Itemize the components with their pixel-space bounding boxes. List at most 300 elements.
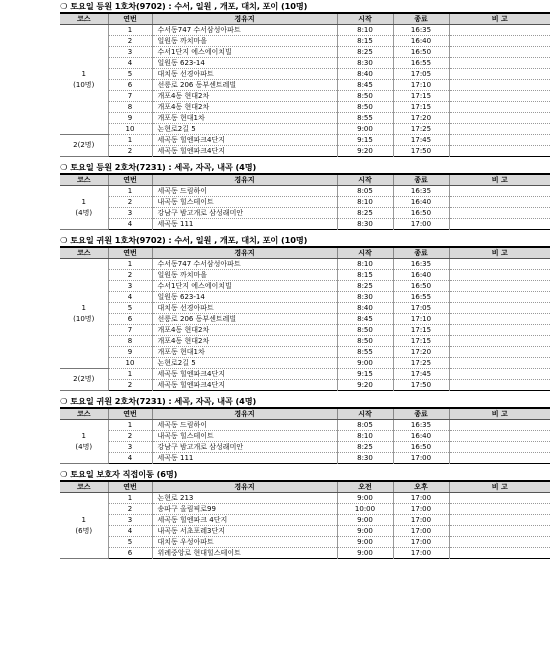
table-row bbox=[60, 431, 550, 442]
row-number: 4 bbox=[108, 292, 152, 303]
header-row bbox=[60, 408, 550, 420]
section-title bbox=[60, 1, 550, 12]
end-time: 16:40 bbox=[393, 270, 449, 281]
end-time: 16:50 bbox=[393, 442, 449, 453]
note-cell bbox=[449, 325, 550, 336]
stop-name: 개포4동 현대2차 bbox=[152, 102, 337, 113]
table-row bbox=[60, 135, 550, 146]
start-time: 8:10 bbox=[337, 431, 393, 442]
row-number: 2 bbox=[108, 270, 152, 281]
table-row bbox=[60, 325, 550, 336]
end-time: 16:40 bbox=[393, 431, 449, 442]
row-number: 6 bbox=[108, 548, 152, 559]
stop-header: 경유지 bbox=[152, 408, 337, 420]
course-label: 1 bbox=[81, 431, 86, 440]
start-time: 8:25 bbox=[337, 47, 393, 58]
course-label: 2(2명) bbox=[73, 375, 95, 383]
table-row bbox=[60, 380, 550, 391]
note-cell bbox=[449, 358, 550, 369]
table-row bbox=[60, 208, 550, 219]
bullet-circle-icon: ❍ bbox=[60, 469, 68, 479]
start-time: 8:40 bbox=[337, 69, 393, 80]
row-number: 5 bbox=[108, 303, 152, 314]
end-header: 종료 bbox=[393, 13, 449, 25]
stop-name: 강남구 밤고개로 삼성래미안 bbox=[152, 208, 337, 219]
table-row bbox=[60, 537, 550, 548]
row-number: 2 bbox=[108, 36, 152, 47]
stop-name: 내곡동 힐스테이트 bbox=[152, 197, 337, 208]
course-count: (10명) bbox=[73, 314, 95, 323]
course-cell bbox=[60, 259, 108, 369]
table-row bbox=[60, 219, 550, 230]
start-time: 8:25 bbox=[337, 208, 393, 219]
note-cell bbox=[449, 80, 550, 91]
start-time: 8:10 bbox=[337, 197, 393, 208]
stop-name: 선릉로 206 동부센트레빌 bbox=[152, 80, 337, 91]
row-number: 4 bbox=[108, 219, 152, 230]
stop-name: 논현로 213 bbox=[152, 493, 337, 504]
end-time: 17:25 bbox=[393, 358, 449, 369]
start-time: 8:30 bbox=[337, 292, 393, 303]
section-title bbox=[60, 396, 550, 407]
stop-name: 일원동 까치마을 bbox=[152, 270, 337, 281]
start-header: 시작 bbox=[337, 247, 393, 259]
stop-name: 수서동747 수서삼성아파트 bbox=[152, 259, 337, 270]
end-time: 17:10 bbox=[393, 80, 449, 91]
stop-header: 경유지 bbox=[152, 174, 337, 186]
row-number: 1 bbox=[108, 186, 152, 197]
start-time: 9:00 bbox=[337, 493, 393, 504]
row-number: 3 bbox=[108, 442, 152, 453]
start-time: 8:25 bbox=[337, 442, 393, 453]
start-time: 8:50 bbox=[337, 325, 393, 336]
course-header: 코스 bbox=[60, 13, 108, 25]
course-label: 1 bbox=[81, 515, 86, 524]
end-time: 17:15 bbox=[393, 91, 449, 102]
schedule-section bbox=[60, 469, 550, 559]
note-cell bbox=[449, 25, 550, 36]
stop-name: 일원동 623-14 bbox=[152, 292, 337, 303]
stop-name: 세곡동 111 bbox=[152, 453, 337, 464]
course-cell bbox=[60, 135, 108, 157]
schedule-section bbox=[60, 235, 550, 391]
table-row bbox=[60, 281, 550, 292]
row-number: 1 bbox=[108, 420, 152, 431]
row-number: 2 bbox=[108, 146, 152, 157]
stop-name: 강남구 밤고개로 삼성래미안 bbox=[152, 442, 337, 453]
table-row bbox=[60, 504, 550, 515]
note-cell bbox=[449, 347, 550, 358]
note-cell bbox=[449, 186, 550, 197]
end-time: 17:00 bbox=[393, 493, 449, 504]
end-time: 16:35 bbox=[393, 420, 449, 431]
table-row bbox=[60, 36, 550, 47]
bullet-circle-icon: ❍ bbox=[60, 235, 68, 245]
end-time: 16:40 bbox=[393, 197, 449, 208]
end-time: 17:15 bbox=[393, 336, 449, 347]
end-header: 종료 bbox=[393, 408, 449, 420]
section-title-text: 토요일 귀원 2호차(7231) : 세곡, 자곡, 내곡 (4명) bbox=[70, 396, 257, 406]
end-time: 17:25 bbox=[393, 124, 449, 135]
end-time: 17:00 bbox=[393, 526, 449, 537]
note-cell bbox=[449, 281, 550, 292]
row-number: 6 bbox=[108, 80, 152, 91]
header-row bbox=[60, 247, 550, 259]
start-time: 8:05 bbox=[337, 186, 393, 197]
stop-name: 선릉로 206 동부센트레빌 bbox=[152, 314, 337, 325]
note-cell bbox=[449, 270, 550, 281]
schedule-section bbox=[60, 1, 550, 157]
note-header: 비 고 bbox=[449, 13, 550, 25]
end-time: 17:00 bbox=[393, 453, 449, 464]
table-row bbox=[60, 146, 550, 157]
note-cell bbox=[449, 208, 550, 219]
course-cell bbox=[60, 493, 108, 559]
row-number: 2 bbox=[108, 504, 152, 515]
row-number: 5 bbox=[108, 69, 152, 80]
stop-name: 송파구 올림픽로99 bbox=[152, 504, 337, 515]
start-time: 8:45 bbox=[337, 80, 393, 91]
end-time: 17:50 bbox=[393, 146, 449, 157]
row-number: 8 bbox=[108, 102, 152, 113]
table-row bbox=[60, 80, 550, 91]
row-number: 1 bbox=[108, 259, 152, 270]
note-cell bbox=[449, 102, 550, 113]
bullet-circle-icon: ❍ bbox=[60, 1, 68, 11]
start-time: 9:00 bbox=[337, 124, 393, 135]
stop-name: 세곡동 드림하이 bbox=[152, 420, 337, 431]
note-header: 비 고 bbox=[449, 408, 550, 420]
start-time: 9:20 bbox=[337, 380, 393, 391]
note-cell bbox=[449, 135, 550, 146]
end-header: 오후 bbox=[393, 481, 449, 493]
note-cell bbox=[449, 58, 550, 69]
table-row bbox=[60, 113, 550, 124]
stop-name: 세곡동 힐엔파크4단지 bbox=[152, 380, 337, 391]
stop-name: 세곡동 드림하이 bbox=[152, 186, 337, 197]
number-header: 연번 bbox=[108, 247, 152, 259]
course-count: (4명) bbox=[75, 442, 93, 451]
stop-name: 세곡동 힐엔파크4단지 bbox=[152, 135, 337, 146]
note-cell bbox=[449, 91, 550, 102]
course-count: (4명) bbox=[75, 208, 93, 217]
stop-name: 일원동 까치마을 bbox=[152, 36, 337, 47]
note-header: 비 고 bbox=[449, 481, 550, 493]
end-time: 17:00 bbox=[393, 548, 449, 559]
course-header: 코스 bbox=[60, 408, 108, 420]
row-number: 1 bbox=[108, 369, 152, 380]
stop-name: 세곡동 힐엔파크4단지 bbox=[152, 369, 337, 380]
start-header: 시작 bbox=[337, 174, 393, 186]
row-number: 2 bbox=[108, 197, 152, 208]
table-row bbox=[60, 303, 550, 314]
start-time: 8:30 bbox=[337, 58, 393, 69]
note-cell bbox=[449, 259, 550, 270]
end-header: 종료 bbox=[393, 247, 449, 259]
stop-name: 수서동747 수서삼성아파트 bbox=[152, 25, 337, 36]
note-cell bbox=[449, 219, 550, 230]
row-number: 3 bbox=[108, 515, 152, 526]
row-number: 3 bbox=[108, 208, 152, 219]
stop-name: 대치동 우성아파트 bbox=[152, 537, 337, 548]
course-header: 코스 bbox=[60, 174, 108, 186]
note-cell bbox=[449, 493, 550, 504]
row-number: 1 bbox=[108, 493, 152, 504]
note-cell bbox=[449, 442, 550, 453]
schedule-table bbox=[60, 407, 550, 464]
start-time: 10:00 bbox=[337, 504, 393, 515]
table-row bbox=[60, 336, 550, 347]
course-label: 1 bbox=[81, 69, 86, 78]
start-header: 오전 bbox=[337, 481, 393, 493]
note-cell bbox=[449, 380, 550, 391]
stop-header: 경유지 bbox=[152, 13, 337, 25]
schedule-table bbox=[60, 12, 550, 157]
row-number: 1 bbox=[108, 135, 152, 146]
note-cell bbox=[449, 336, 550, 347]
stop-name: 세곡동 힐엔파크 4단지 bbox=[152, 515, 337, 526]
end-time: 16:50 bbox=[393, 47, 449, 58]
table-row bbox=[60, 91, 550, 102]
section-title-text: 토요일 귀원 1호차(9702) : 수서, 일원 , 개포, 대치, 포이 (10명) bbox=[70, 235, 308, 245]
row-number: 6 bbox=[108, 314, 152, 325]
row-number: 5 bbox=[108, 537, 152, 548]
start-time: 8:50 bbox=[337, 336, 393, 347]
table-row bbox=[60, 453, 550, 464]
start-time: 9:20 bbox=[337, 146, 393, 157]
note-cell bbox=[449, 113, 550, 124]
start-time: 8:25 bbox=[337, 281, 393, 292]
section-title bbox=[60, 469, 550, 480]
start-time: 8:50 bbox=[337, 102, 393, 113]
row-number: 2 bbox=[108, 380, 152, 391]
stop-name: 개포동 현대1차 bbox=[152, 347, 337, 358]
note-header: 비 고 bbox=[449, 247, 550, 259]
table-row bbox=[60, 197, 550, 208]
schedule-section bbox=[60, 396, 550, 464]
end-time: 16:35 bbox=[393, 25, 449, 36]
course-count: (6명) bbox=[75, 526, 93, 535]
table-row bbox=[60, 420, 550, 431]
end-time: 17:00 bbox=[393, 537, 449, 548]
table-row bbox=[60, 347, 550, 358]
note-cell bbox=[449, 515, 550, 526]
start-time: 8:45 bbox=[337, 314, 393, 325]
section-title-text: 토요일 등원 1호차(9702) : 수서, 일원 , 개포, 대치, 포이 (10명) bbox=[70, 1, 308, 11]
table-row bbox=[60, 186, 550, 197]
start-time: 8:40 bbox=[337, 303, 393, 314]
table-row bbox=[60, 259, 550, 270]
table-row bbox=[60, 358, 550, 369]
note-header: 비 고 bbox=[449, 174, 550, 186]
end-time: 16:35 bbox=[393, 186, 449, 197]
note-cell bbox=[449, 69, 550, 80]
table-row bbox=[60, 102, 550, 113]
schedule-section bbox=[60, 162, 550, 230]
row-number: 3 bbox=[108, 281, 152, 292]
row-number: 10 bbox=[108, 358, 152, 369]
start-time: 8:15 bbox=[337, 270, 393, 281]
row-number: 2 bbox=[108, 431, 152, 442]
table-row bbox=[60, 69, 550, 80]
start-time: 9:15 bbox=[337, 135, 393, 146]
stop-header: 경유지 bbox=[152, 247, 337, 259]
table-row bbox=[60, 270, 550, 281]
stop-name: 개포4동 현대2차 bbox=[152, 336, 337, 347]
note-cell bbox=[449, 197, 550, 208]
schedule-table bbox=[60, 246, 550, 391]
end-time: 17:15 bbox=[393, 102, 449, 113]
course-header: 코스 bbox=[60, 247, 108, 259]
table-row bbox=[60, 548, 550, 559]
row-number: 7 bbox=[108, 325, 152, 336]
stop-name: 개포4동 현대2차 bbox=[152, 91, 337, 102]
note-cell bbox=[449, 146, 550, 157]
start-time: 8:15 bbox=[337, 36, 393, 47]
course-header: 코스 bbox=[60, 481, 108, 493]
end-time: 17:20 bbox=[393, 113, 449, 124]
start-time: 8:55 bbox=[337, 113, 393, 124]
end-time: 17:50 bbox=[393, 380, 449, 391]
header-row bbox=[60, 481, 550, 493]
stop-name: 개포동 현대1차 bbox=[152, 113, 337, 124]
end-time: 17:05 bbox=[393, 303, 449, 314]
stop-name: 대치동 선경아파트 bbox=[152, 303, 337, 314]
start-time: 8:30 bbox=[337, 219, 393, 230]
end-time: 16:35 bbox=[393, 259, 449, 270]
start-header: 시작 bbox=[337, 408, 393, 420]
stop-name: 수서1단지 에스에이치빌 bbox=[152, 281, 337, 292]
table-row bbox=[60, 58, 550, 69]
start-time: 8:05 bbox=[337, 420, 393, 431]
stop-name: 수서1단지 에스에이치빌 bbox=[152, 47, 337, 58]
table-row bbox=[60, 47, 550, 58]
start-time: 8:10 bbox=[337, 259, 393, 270]
section-title-text: 토요일 등원 2호차(7231) : 세곡, 자곡, 내곡 (4명) bbox=[70, 162, 257, 172]
row-number: 3 bbox=[108, 47, 152, 58]
end-time: 17:45 bbox=[393, 135, 449, 146]
start-time: 9:15 bbox=[337, 369, 393, 380]
stop-name: 대치동 선경아파트 bbox=[152, 69, 337, 80]
note-cell bbox=[449, 47, 550, 58]
stop-name: 개포4동 현대2차 bbox=[152, 325, 337, 336]
row-number: 8 bbox=[108, 336, 152, 347]
course-label: 1 bbox=[81, 303, 86, 312]
row-number: 4 bbox=[108, 453, 152, 464]
start-time: 9:00 bbox=[337, 526, 393, 537]
number-header: 연번 bbox=[108, 174, 152, 186]
end-time: 16:50 bbox=[393, 281, 449, 292]
section-title-text: 토요일 보호자 직접이동 (6명) bbox=[70, 469, 178, 479]
table-row bbox=[60, 292, 550, 303]
row-number: 10 bbox=[108, 124, 152, 135]
schedule-table bbox=[60, 480, 550, 559]
end-time: 16:40 bbox=[393, 36, 449, 47]
note-cell bbox=[449, 303, 550, 314]
stop-name: 내곡동 힐스테이트 bbox=[152, 431, 337, 442]
end-time: 17:20 bbox=[393, 347, 449, 358]
table-row bbox=[60, 124, 550, 135]
note-cell bbox=[449, 369, 550, 380]
number-header: 연번 bbox=[108, 13, 152, 25]
table-row bbox=[60, 25, 550, 36]
stop-header: 경유지 bbox=[152, 481, 337, 493]
end-time: 17:05 bbox=[393, 69, 449, 80]
stop-name: 내곡동 서초포레3단지 bbox=[152, 526, 337, 537]
stop-name: 논현로2길 5 bbox=[152, 358, 337, 369]
start-time: 8:10 bbox=[337, 25, 393, 36]
start-header: 시작 bbox=[337, 13, 393, 25]
end-time: 16:55 bbox=[393, 58, 449, 69]
start-time: 8:55 bbox=[337, 347, 393, 358]
note-cell bbox=[449, 420, 550, 431]
end-time: 16:50 bbox=[393, 208, 449, 219]
start-time: 9:00 bbox=[337, 358, 393, 369]
stop-name: 위례중앙로 현대힐스테이트 bbox=[152, 548, 337, 559]
start-time: 9:00 bbox=[337, 515, 393, 526]
note-cell bbox=[449, 36, 550, 47]
bullet-circle-icon: ❍ bbox=[60, 396, 68, 406]
end-time: 17:00 bbox=[393, 219, 449, 230]
row-number: 1 bbox=[108, 25, 152, 36]
stop-name: 세곡동 111 bbox=[152, 219, 337, 230]
section-title bbox=[60, 235, 550, 246]
start-time: 8:50 bbox=[337, 91, 393, 102]
note-cell bbox=[449, 537, 550, 548]
course-cell bbox=[60, 420, 108, 464]
end-time: 17:45 bbox=[393, 369, 449, 380]
schedule-table bbox=[60, 173, 550, 230]
end-time: 17:00 bbox=[393, 515, 449, 526]
row-number: 4 bbox=[108, 58, 152, 69]
note-cell bbox=[449, 526, 550, 537]
row-number: 9 bbox=[108, 113, 152, 124]
course-count: (10명) bbox=[73, 80, 95, 89]
number-header: 연번 bbox=[108, 408, 152, 420]
table-row bbox=[60, 493, 550, 504]
table-row bbox=[60, 526, 550, 537]
note-cell bbox=[449, 548, 550, 559]
row-number: 4 bbox=[108, 526, 152, 537]
end-time: 17:00 bbox=[393, 504, 449, 515]
note-cell bbox=[449, 431, 550, 442]
end-time: 17:15 bbox=[393, 325, 449, 336]
course-cell bbox=[60, 25, 108, 135]
row-number: 9 bbox=[108, 347, 152, 358]
stop-name: 세곡동 힐엔파크4단지 bbox=[152, 146, 337, 157]
note-cell bbox=[449, 292, 550, 303]
row-number: 7 bbox=[108, 91, 152, 102]
bullet-circle-icon: ❍ bbox=[60, 162, 68, 172]
start-time: 9:00 bbox=[337, 537, 393, 548]
table-row bbox=[60, 442, 550, 453]
note-cell bbox=[449, 504, 550, 515]
note-cell bbox=[449, 453, 550, 464]
section-title bbox=[60, 162, 550, 173]
table-row bbox=[60, 314, 550, 325]
note-cell bbox=[449, 124, 550, 135]
end-time: 16:55 bbox=[393, 292, 449, 303]
course-cell bbox=[60, 369, 108, 391]
course-label: 1 bbox=[81, 197, 86, 206]
note-cell bbox=[449, 314, 550, 325]
end-time: 17:10 bbox=[393, 314, 449, 325]
course-label: 2(2명) bbox=[73, 141, 95, 149]
stop-name: 일원동 623-14 bbox=[152, 58, 337, 69]
start-time: 8:30 bbox=[337, 453, 393, 464]
course-cell bbox=[60, 186, 108, 230]
end-header: 종료 bbox=[393, 174, 449, 186]
